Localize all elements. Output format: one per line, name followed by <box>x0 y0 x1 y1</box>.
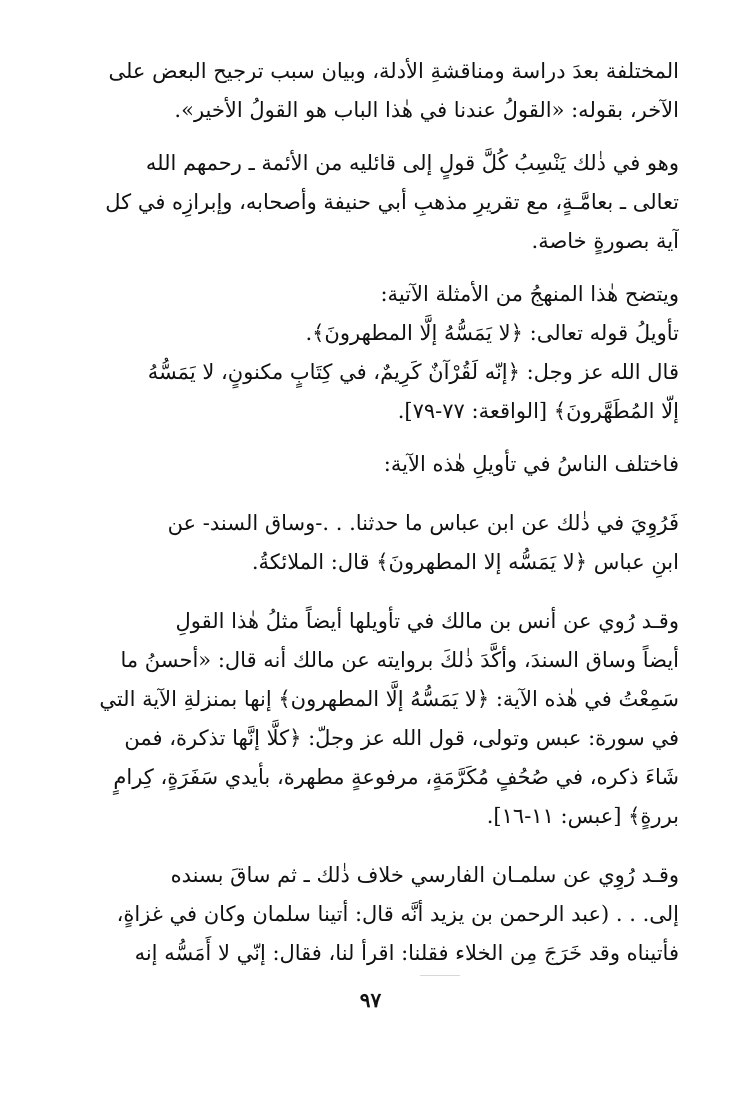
text-line: المختلفة بعدَ دراسة ومناقشةِ الأدلة، وبيان سبب ترجيح البعض على <box>108 59 679 83</box>
main-text <box>62 52 679 973</box>
text-line: إلّا المُطَهَّرونَ﴾ [الواقعة: ٧٧-٧٩]. <box>397 399 679 423</box>
text-line: وقـد رُوِي عن سلمـان الفارسي خلاف ذٰلك ـ ثم ساقَ بسنده <box>170 863 679 887</box>
text-line: في سورة: عبس وتولى، قول الله عز وجلّ: ﴿كلَّا إنَّها تذكرة، فمن <box>124 726 679 750</box>
text-line: فأتيناه وقد خَرَجَ مِن الخلاء فقلنا: اقرأ لنا، فقال: إنّي لا أَمَسُّه إنه <box>134 941 679 965</box>
text-line: تعالى ـ بعامَّـةٍ، مع تقريرِ مذهبِ أبي حنيفة وأصحابه، وإبرازِه في كل <box>105 190 679 214</box>
paragraph-4 <box>62 445 679 484</box>
text-line: فاختلف الناسُ في تأويلِ هٰذه الآية: <box>383 452 679 476</box>
text-line: وقـد رُوي عن أنس بن مالك في تأويلها أيضاً مثلُ هٰذا القولِ <box>175 609 679 633</box>
paragraph-2 <box>62 144 679 261</box>
text-line: ويتضح هٰذا المنهجُ من الأمثلة الآتية: <box>380 282 679 306</box>
text-line: فَرُوِيَ في ذٰلك عن ابن عباس ما حدثنا. . .-وساق السند- عن <box>167 511 679 535</box>
text-line: شَاءَ ذكره، في صُحُفٍ مُكَرَّمَةٍ، مرفوعةٍ مطهرة، بأيدي سَفَرَةٍ، كِرامٍ <box>113 765 679 789</box>
page-number: ٩٧ <box>359 988 382 1012</box>
text-line: بررةٍ﴾ [عبس: ١١-١٦]. <box>486 804 679 828</box>
text-line: آية بصورةٍ خاصة. <box>531 229 679 253</box>
text-line: ابنِ عباس ﴿لا يَمَسُّه إلا المطهرونَ﴾ قال: الملائكةُ. <box>251 550 679 574</box>
text-line: سَمِعْتُ في هٰذه الآية: ﴿لا يَمَسُّهُ إلَّا المطهرون﴾ إنها بمنزلةِ الآية التي <box>99 687 679 711</box>
paragraph-3 <box>62 275 679 431</box>
text-line: إلى. . . (عبد الرحمن بن يزيد أنَّه قال: أتينا سلمان وكان في غزاةٍ، <box>116 902 679 926</box>
text-line: قال الله عز وجل: ﴿إنّه لَقُرْآنٌ كَرِيمٌ، في كِتَابٍ مكنونٍ، لا يَمَسُّهُ <box>147 360 679 384</box>
text-line: أيضاً وساق السندَ، وأكَّدَ ذٰلكَ بروايته عن مالك أنه قال: «أحسنُ ما <box>120 648 679 672</box>
text-line: وهو في ذٰلك يَنْسِبُ كُلَّ قولٍ إلى قائليه من الأئمة ـ رحمهم الله <box>145 151 679 175</box>
paragraph-1 <box>62 52 679 130</box>
paragraph-6 <box>62 602 679 836</box>
text-line: تأويلُ قوله تعالى: ﴿لا يَمَسُّهُ إلَّا المطهرونَ﴾. <box>305 321 679 345</box>
paragraph-7 <box>62 856 679 973</box>
text-line: الآخر، بقوله: «القولُ عندنا في هٰذا الباب هو القولُ الأخير». <box>174 98 679 122</box>
divider <box>420 975 460 976</box>
paragraph-5 <box>62 504 679 582</box>
